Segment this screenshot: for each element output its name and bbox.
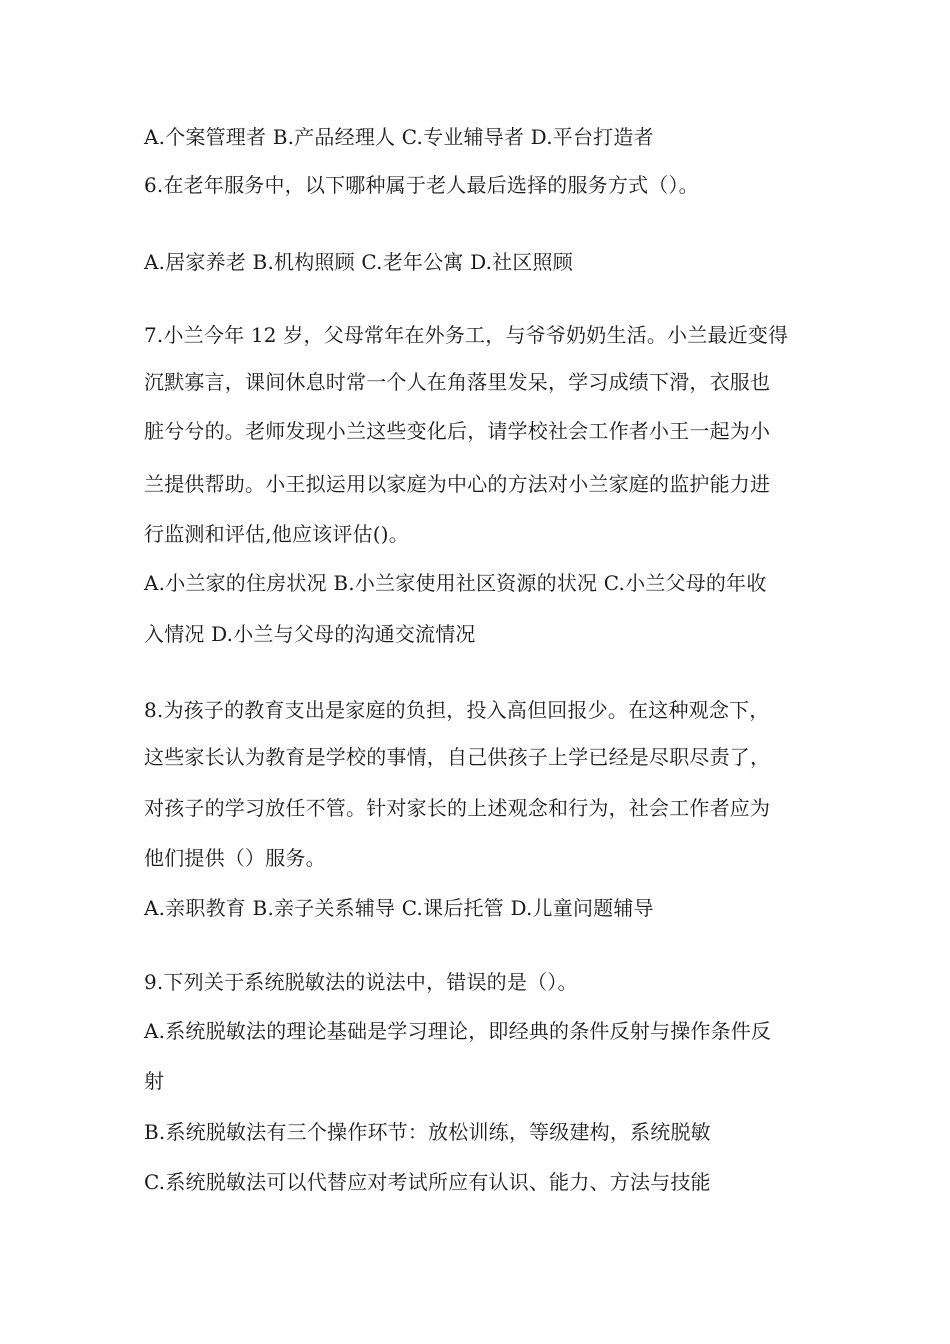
q8-stem-line-3: 对孩子的学习放任不管。针对家长的上述观念和行为，社会工作者应为 bbox=[144, 796, 771, 820]
q8-stem-line-1: 8.为孩子的教育支出是家庭的负担，投入高但回报少。在这种观念下， bbox=[144, 698, 770, 722]
q7-stem-line-4: 兰提供帮助。小王拟运用以家庭为中心的方法对小兰家庭的监护能力进 bbox=[144, 472, 771, 496]
q8-stem-line-2: 这些家长认为教育是学校的事情，自己供孩子上学已经是尽职尽责了， bbox=[144, 745, 771, 769]
q8-stem-line-4: 他们提供（）服务。 bbox=[144, 846, 326, 870]
q7-option-line-1: A.小兰家的住房状况 B.小兰家使用社区资源的状况 C.小兰父母的年收 bbox=[144, 571, 767, 595]
q8-options: A.亲职教育 B.亲子关系辅导 C.课后托管 D.儿童问题辅导 bbox=[144, 896, 654, 920]
q7-stem-line-2: 沉默寡言，课间休息时常一个人在角落里发呆，学习成绩下滑，衣服也 bbox=[144, 370, 771, 394]
q5-options: A.个案管理者 B.产品经理人 C.专业辅导者 D.平台打造者 bbox=[144, 125, 654, 149]
q7-stem-line-5: 行监测和评估,他应该评估()。 bbox=[144, 522, 409, 546]
q7-stem-line-3: 脏兮兮的。老师发现小兰这些变化后，请学校社会工作者小王一起为小 bbox=[144, 419, 771, 443]
q9-option-c: C.系统脱敏法可以代替应对考试所应有认识、能力、方法与技能 bbox=[144, 1170, 711, 1194]
q9-option-a-line-1: A.系统脱敏法的理论基础是学习理论，即经典的条件反射与操作条件反 bbox=[144, 1019, 772, 1043]
q7-option-line-2: 入情况 D.小兰与父母的沟通交流情况 bbox=[144, 622, 476, 646]
q9-stem: 9.下列关于系统脱敏法的说法中，错误的是（）。 bbox=[144, 970, 578, 994]
q9-option-b: B.系统脱敏法有三个操作环节：放松训练，等级建构，系统脱敏 bbox=[144, 1120, 711, 1144]
q6-stem: 6.在老年服务中，以下哪种属于老人最后选择的服务方式（）。 bbox=[144, 173, 699, 197]
q7-stem-line-1: 7.小兰今年 12 岁，父母常年在外务工，与爷爷奶奶生活。小兰最近变得 bbox=[144, 323, 789, 347]
q9-option-a-line-2: 射 bbox=[144, 1069, 165, 1093]
q6-options: A.居家养老 B.机构照顾 C.老年公寓 D.社区照顾 bbox=[144, 250, 573, 274]
